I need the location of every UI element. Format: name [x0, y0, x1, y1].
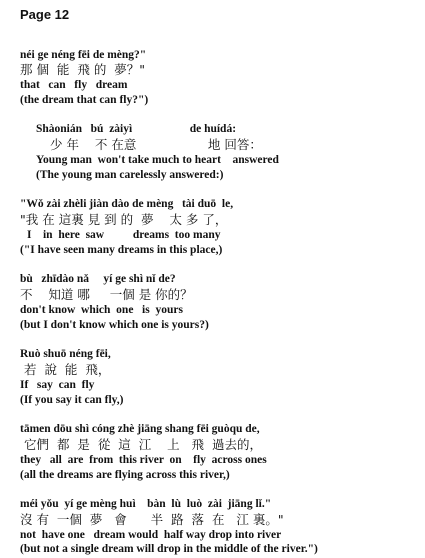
stanza-4-english: don't know which one is yours — [20, 304, 183, 316]
stanza-2-gloss: (The young man carelessly answered:) — [36, 169, 224, 181]
stanza-3-english: I in here saw dreams too many — [27, 229, 221, 241]
stanza-2-hanzi: 少 年 不 在意 地 回答： — [50, 137, 262, 152]
stanza-2-english: Young man won't take much to heart answered — [36, 154, 279, 166]
stanza-7-gloss: (but not a single dream will drop in the middle of the river.") — [20, 543, 318, 555]
stanza-3-gloss: ("I have seen many dreams in this place,) — [20, 244, 223, 256]
stanza-5-hanzi: 若 說 能 飛， — [24, 362, 111, 377]
stanza-2-pinyin: Shàonián bú zàiyì de huídá: — [36, 123, 237, 135]
stanza-4-gloss: (but I don't know which one is yours?) — [20, 319, 209, 331]
stanza-1-english: that can fly dream — [20, 79, 128, 91]
stanza-1-gloss: (the dream that can fly?") — [20, 94, 149, 106]
stanza-7-english: not have one dream would half way drop into river — [20, 529, 282, 541]
stanza-7-pinyin: méi yǒu yí ge mèng huì bàn lù luò zài jiāng lǐ." — [20, 498, 272, 510]
stanza-3-pinyin: "Wǒ zài zhèli jiàn dào de mèng tài duō le, — [20, 198, 234, 210]
stanza-5-english: If say can fly — [20, 379, 95, 391]
stanza-4-hanzi: 不 知道 哪 一個 是 你的？ — [20, 287, 193, 302]
page-number: Page 12 — [20, 7, 70, 22]
stanza-7-hanzi: 沒 有 一個 夢 會 半 路 落 在 江 裏。" — [20, 512, 284, 527]
stanza-6-gloss: (all the dreams are flying across this river,) — [20, 469, 230, 481]
stanza-3-hanzi: "我 在 這裏 見 到 的 夢 太 多 了， — [20, 212, 228, 227]
stanza-4-pinyin: bù zhīdào nǎ yí ge shì nǐ de? — [20, 273, 176, 285]
stanza-5-gloss: (If you say it can fly,) — [20, 394, 124, 406]
stanza-6-english: they all are from this river on fly across ones — [20, 454, 267, 466]
stanza-6-hanzi: 它們 都 是 從 這 江 上 飛 過去的， — [24, 437, 262, 452]
stanza-6-pinyin: tāmen dōu shì cóng zhè jiāng shang fēi guòqu de, — [20, 423, 260, 435]
stanza-1-hanzi: 那 個 能 飛 的 夢？" — [20, 62, 146, 77]
stanza-1-pinyin: néi ge néng fēi de mèng?" — [20, 49, 147, 61]
stanza-5-pinyin: Ruò shuō néng fēi, — [20, 348, 111, 360]
